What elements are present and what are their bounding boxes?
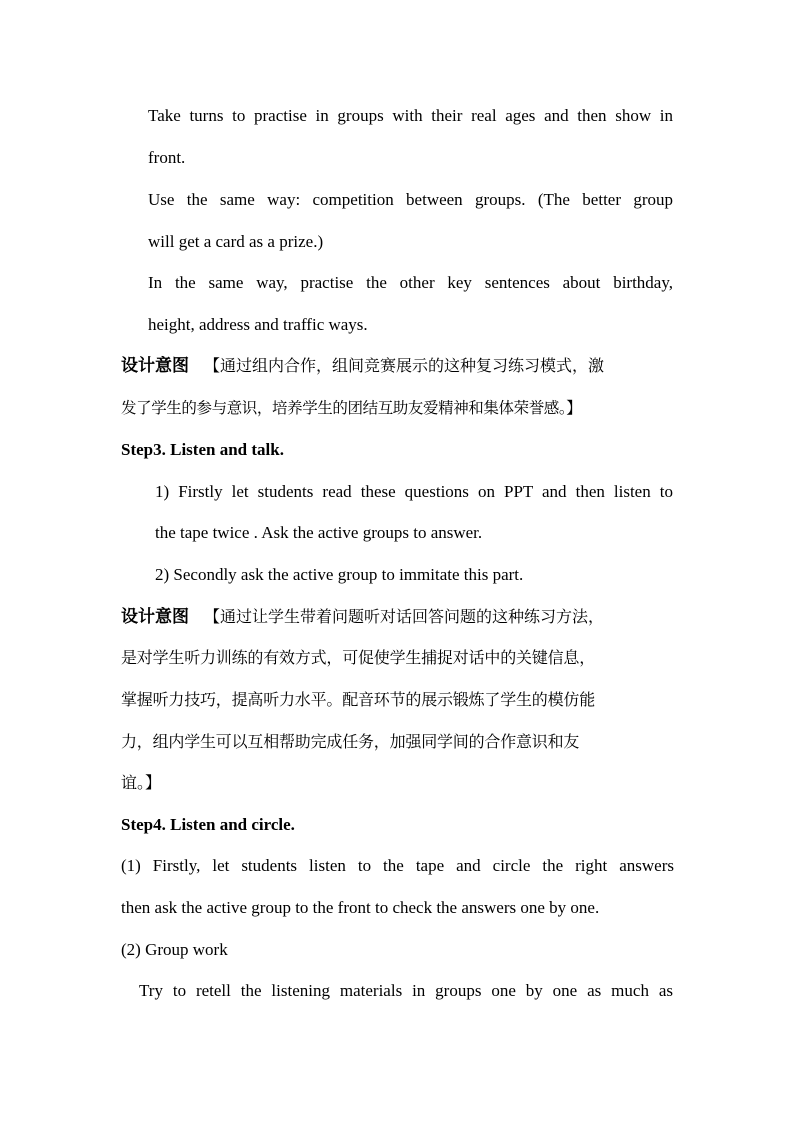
paragraph-line: Use the same way: competition between groups. (The better group (148, 190, 673, 209)
paragraph-line: In the same way, practise the other key sentences about birthday, (148, 273, 673, 292)
list-item: 2) Secondly ask the active group to immitate this part. (155, 565, 524, 584)
design-intent-text: 【通过让学生带着问题听对话回答问题的这种练习方法， (204, 607, 605, 626)
paragraph-line: height, address and traffic ways. (148, 315, 368, 334)
list-item: then ask the active group to the front to check the answers one by one. (121, 898, 600, 917)
list-item: (2) Group work (121, 940, 228, 959)
design-intent-text: 谊。】 (121, 773, 162, 792)
design-intent-text: 力，组内学生可以互相帮助完成任务，加强同学间的合作意识和友 (121, 732, 580, 751)
design-intent-text: 是对学生听力训练的有效方式，可促使学生捕捉对话中的关键信息， (121, 648, 596, 667)
paragraph-line: front. (148, 148, 186, 167)
paragraph-line: will get a card as a prize.) (148, 232, 324, 251)
list-item: 1) Firstly let students read these questions on PPT and then listen to (155, 482, 673, 501)
design-intent-label: 设计意图 (121, 356, 189, 376)
design-intent-text: 发了学生的参与意识，培养学生的团结互助友爱精神和集体荣誉感。】 (121, 399, 582, 417)
design-intent-label: 设计意图 (121, 607, 189, 627)
list-item: the tape twice . Ask the active groups to answer. (155, 523, 483, 542)
paragraph-line: Take turns to practise in groups with their real ages and then show in (148, 106, 673, 125)
design-intent-text: 【通过组内合作，组间竞赛展示的这种复习练习模式，激 (204, 356, 605, 375)
step-heading: Step3. Listen and talk. (121, 440, 284, 459)
list-item: (1) Firstly, let students listen to the tape and circle the right answers (121, 856, 674, 875)
list-item: Try to retell the listening materials in groups one by one as much as (139, 981, 673, 1000)
step-heading: Step4. Listen and circle. (121, 815, 295, 834)
design-intent-text: 掌握听力技巧，提高听力水平。配音环节的展示锻炼了学生的模仿能 (121, 690, 596, 709)
